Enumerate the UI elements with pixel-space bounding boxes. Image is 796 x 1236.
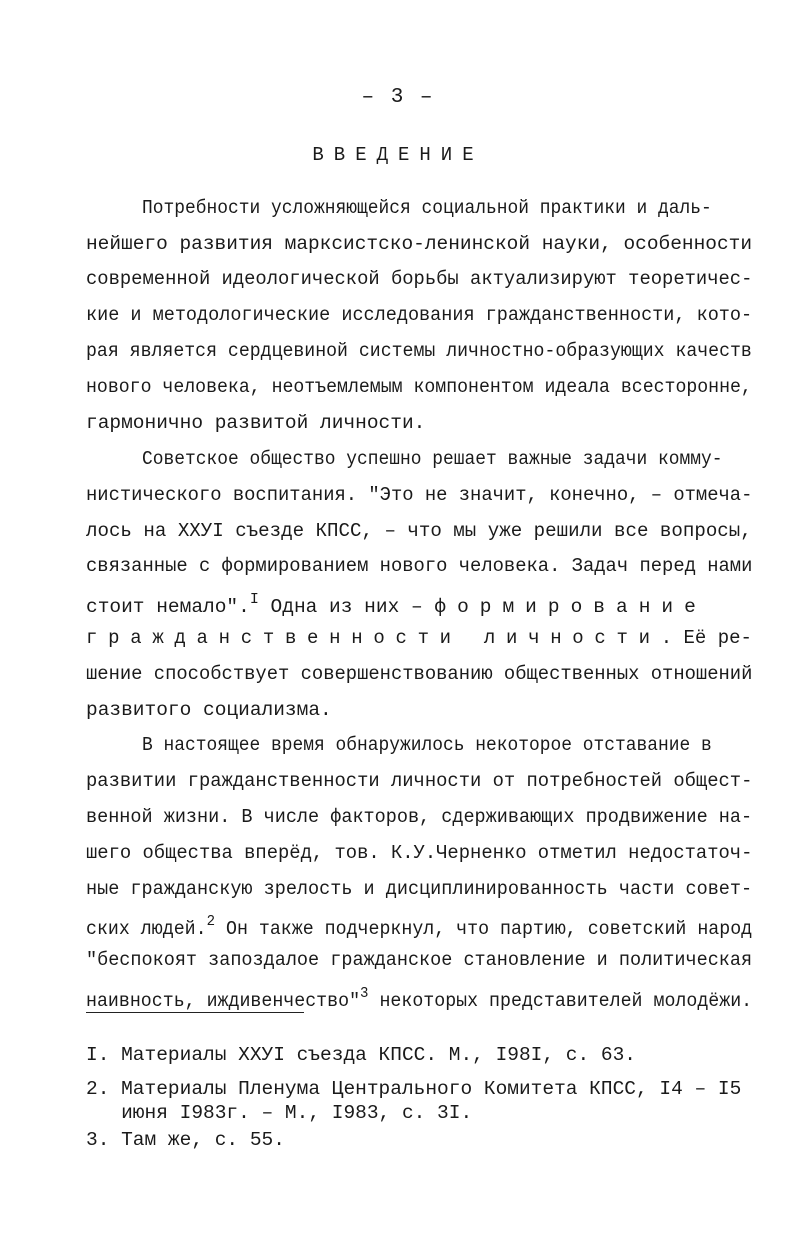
- text-segment: Он также подчеркнул, что партию, советский народ: [215, 918, 753, 940]
- text-line: нового человека, неотъемлемым компонентом идеала всесторонне,: [86, 376, 752, 398]
- text-line: нистического воспитания. "Это не значит, конечно, – отмеча-: [86, 484, 753, 506]
- text-segment: ских людей.: [86, 918, 207, 940]
- text-line: гармонично развитой личности.: [86, 412, 426, 434]
- text-line: Советское общество успешно решает важные задачи комму-: [142, 448, 723, 470]
- text-segment: некоторых представителей молодёжи.: [368, 990, 753, 1012]
- text-line: развитого социализма.: [86, 699, 332, 721]
- footnote: I. Материалы ХХУI съезда КПСС. М., I98I, с. 63.: [86, 1044, 636, 1066]
- text-line: [86, 627, 752, 663]
- text-line: связанные с формированием нового человека. Задач перед нами: [86, 555, 753, 577]
- text-segment: . Её ре-: [660, 627, 752, 649]
- page-number: – 3 –: [361, 86, 435, 109]
- footnote-ref: 3: [360, 985, 369, 1002]
- text-line: современной идеологической борьбы актуализируют теоретичес-: [86, 268, 753, 290]
- text-line: [86, 985, 753, 1021]
- text-line: ные гражданскую зрелость и дисциплинированность части совет-: [86, 878, 753, 900]
- text-line: венной жизни. В числе факторов, сдерживающих продвижение на-: [86, 806, 753, 828]
- page-title: ВВЕДЕНИЕ: [312, 144, 484, 166]
- text-line: нейшего развития марксистско-ленинской науки, особенности: [86, 233, 753, 255]
- text-line: Потребности усложняющейся социальной практики и даль-: [142, 197, 712, 219]
- footnote: 2. Материалы Пленума Центрального Комитета КПСС, I4 – I5: [86, 1078, 742, 1100]
- text-line: [86, 913, 753, 949]
- text-line: шение способствует совершенствованию общественных отношений: [86, 663, 753, 685]
- text-segment: стоит немало".: [86, 596, 250, 618]
- text-line: В настоящее время обнаружилось некоторое отставание в: [142, 734, 712, 756]
- text-line: "беспокоят запоздалое гражданское становление и политическая: [86, 949, 753, 971]
- footnote-divider: [86, 1012, 304, 1013]
- footnote-ref: I: [249, 591, 259, 608]
- text-line: рая является сердцевиной системы личностно-образующих качеств: [86, 340, 752, 362]
- text-line: развитии гражданственности личности от потребностей общест-: [86, 770, 753, 792]
- text-line: лось на ХХУI съезде КПСС, – что мы уже решили все вопросы,: [86, 520, 752, 542]
- text-segment: Одна из них –: [258, 596, 435, 618]
- text-line: кие и методологические исследования гражданственности, кото-: [86, 304, 753, 326]
- footnote: июня I983г. – М., I983, с. 3I.: [86, 1102, 473, 1124]
- emphasized-text: гражданственности личности: [86, 627, 661, 649]
- footnote: 3. Там же, с. 55.: [86, 1129, 285, 1151]
- text-segment: наивность, иждивенчество": [86, 990, 361, 1012]
- footnote-ref: 2: [206, 913, 216, 930]
- emphasized-text: формирование: [434, 596, 707, 618]
- text-line: шего общества вперёд, тов. К.У.Черненко отметил недостаточ-: [86, 842, 753, 864]
- text-line: [86, 591, 750, 627]
